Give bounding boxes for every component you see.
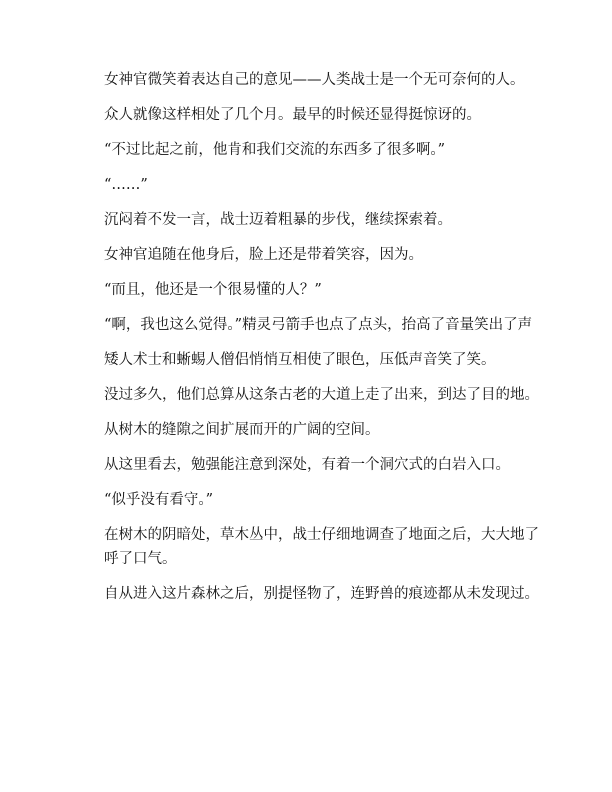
paragraph: “啊，我也这么觉得。”精灵弓箭手也点了点头，抬高了音量笑出了声 (104, 317, 533, 333)
paragraph: 从树木的缝隙之间扩展而开的广阔的空间。 (104, 422, 380, 438)
paragraph: “似乎没有看守。” (104, 492, 214, 508)
paragraph: “而且，他还是一个很易懂的人？” (104, 282, 322, 298)
paragraph: 从这里看去，勉强能注意到深处，有着一个洞穴式的白岩入口。 (104, 457, 510, 473)
paragraph: “……” (104, 177, 148, 193)
body-text (104, 68, 544, 617)
paragraph: 女神官微笑着表达自己的意见——人类战士是一个无可奈何的人。 (104, 72, 525, 88)
paragraph: 自从进入这片森林之后，别提怪物了，连野兽的痕迹都从未发现过。 (104, 586, 539, 602)
paragraph: 矮人术士和蜥蜴人僧侣悄悄互相使了眼色，压低声音笑了笑。 (104, 352, 496, 368)
paragraph: “不过比起之前，他肯和我们交流的东西多了很多啊。” (104, 142, 446, 158)
paragraph: 沉闷着不发一言，战士迈着粗暴的步伐，继续探索着。 (104, 212, 452, 228)
paragraph: 众人就像这样相处了几个月。最早的时候还显得挺惊讶的。 (104, 107, 481, 123)
paragraph: 在树木的阴暗处，草木丛中，战士仔细地调查了地面之后，大大地了呼了口气。 (104, 527, 539, 567)
paragraph: 女神官追随在他身后，脸上还是带着笑容，因为。 (104, 247, 423, 263)
paragraph: 没过多久，他们总算从这条古老的大道上走了出来，到达了目的地。 (104, 387, 539, 403)
